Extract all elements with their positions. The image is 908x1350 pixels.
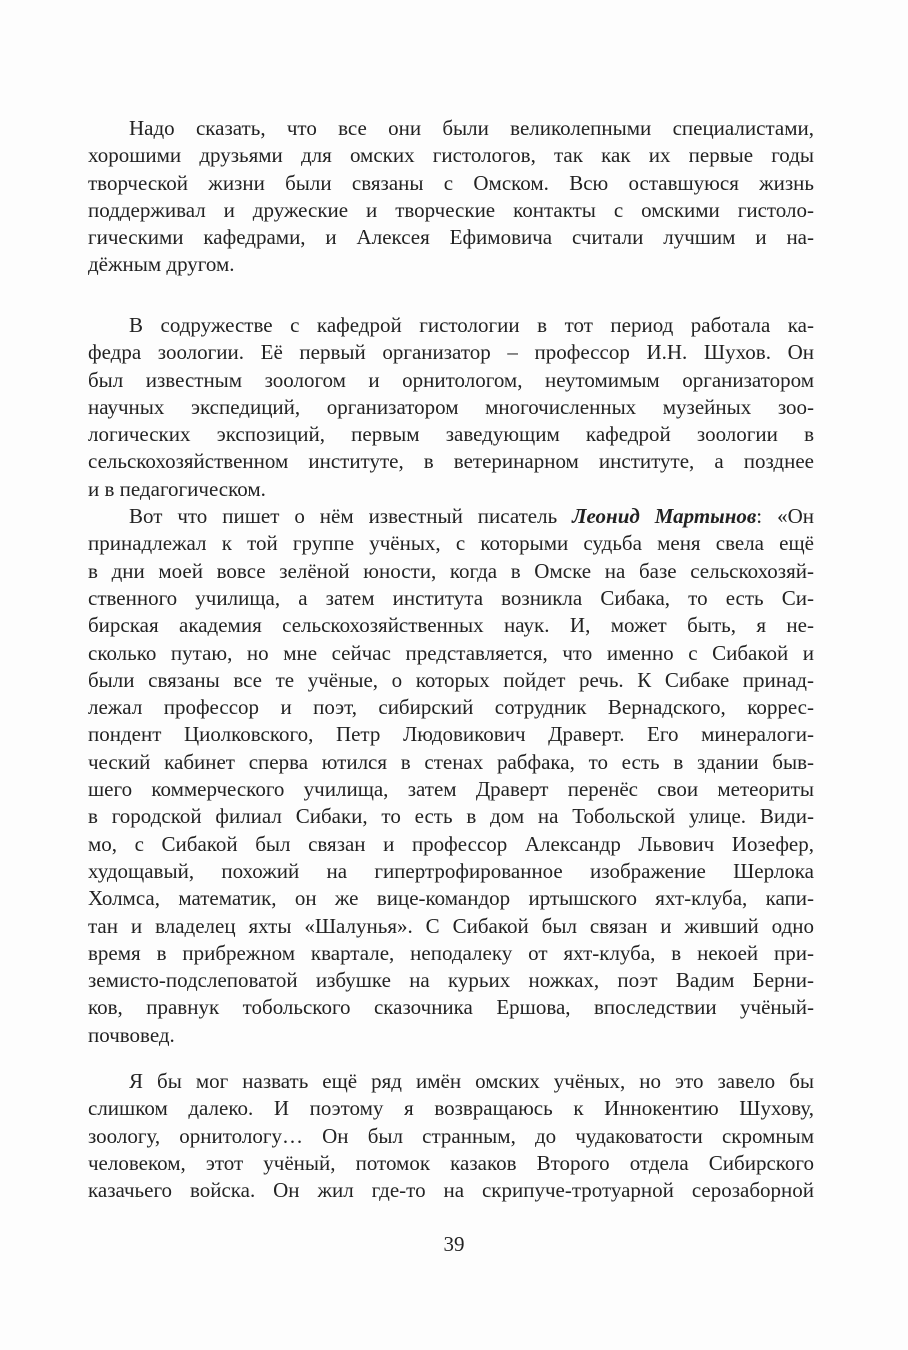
text-line: Холмса, математик, он же вице-командор иртышского яхт-клуба, капи- <box>88 886 814 911</box>
text-line: время в прибрежном квартале, неподалеку от яхт-клуба, в некоей при- <box>88 940 814 965</box>
text-line: земисто-подслеповатой избушке на курьих ножках, поэт Вадим Берни- <box>88 968 814 993</box>
page-number: 39 <box>443 1232 465 1256</box>
text-line: бирская академия сельскохозяйственных наук. И, может быть, я не- <box>88 613 814 638</box>
text-line: творческой жизни были связаны с Омском. Всю оставшуюся жизнь <box>88 170 814 195</box>
text-line: были связаны все те учёные, о которых пойдет речь. К Сибаке принад- <box>88 667 814 692</box>
quote-intro-line <box>88 503 814 530</box>
text-line: дёжным другом. <box>88 252 235 277</box>
text-line: Надо сказать, что все они были великолепными специалистами, <box>129 116 814 140</box>
text-line: мо, с Сибакой был связан и профессор Александр Львович Иозефер, <box>88 831 814 856</box>
text-line: человеком, этот учёный, потомок казаков Второго отдела Сибирского <box>88 1150 814 1175</box>
text-line: принадлежал к той группе учёных, с которыми судьба меня свела ещё <box>88 531 814 556</box>
text-line: гическими кафедрами, и Алексея Ефимовича считали лучшим и на- <box>88 225 814 250</box>
text-line: почвовед. <box>88 1022 175 1047</box>
text-line: поддерживал и дружеские и творческие контакты с омскими гистоло- <box>88 197 814 222</box>
text-line: ков, правнук тобольского сказочника Ершова, впоследствии учёный- <box>88 995 814 1020</box>
text-line: был известным зоологом и орнитологом, неутомимым организатором <box>88 367 814 392</box>
text-line: худощавый, похожий на гипертрофированное изображение Шерлока <box>88 858 814 883</box>
text-line: хорошими друзьями для омских гистологов, так как их первые годы <box>88 143 814 168</box>
text-line: зоологу, орнитологу… Он был странным, до чудаковатости скромным <box>88 1123 814 1148</box>
text-line: сколько путаю, но мне сейчас представляется, что именно с Сибакой и <box>88 640 814 665</box>
text-line: слишком далеко. И поэтому я возвращаюсь к Иннокентию Шухову, <box>88 1096 814 1121</box>
text-line: пондент Циолковского, Петр Людовикович Драверт. Его минералоги- <box>88 722 814 747</box>
text-line: тан и владелец яхты «Шалунья». С Сибакой был связан и живший одно <box>88 913 814 938</box>
text-line: сельскохозяйственном институте, в ветеринарном институте, а позднее <box>88 449 814 474</box>
quote-intro-text: Вот что пишет о нём известный писатель <box>129 504 573 529</box>
text-line: В содружестве с кафедрой гистологии в тот период работала ка- <box>129 313 814 337</box>
paragraph-histologists <box>88 115 814 279</box>
text-line: ческий кабинет сперва ютился в стенах рабфака, то есть в здании быв- <box>88 749 814 774</box>
text-line: казачьего войска. Он жил где-то на скрипуче-тротуарной серозаборной <box>88 1178 814 1203</box>
paragraph-zoology-department <box>88 312 814 1049</box>
paragraph-shukhov <box>88 1068 814 1204</box>
text-line: шего коммерческого училища, затем Драверт перенёс свои метеориты <box>88 777 814 802</box>
author-name: Леонид Мартынов <box>572 504 757 529</box>
text-line: в дни моей вовсе зелёной юности, когда в Омске на базе сельскохозяй- <box>88 558 814 583</box>
text-line: научных экспедиций, организатором многочисленных музейных зоо- <box>88 394 814 419</box>
quote-open: : «Он <box>756 504 814 529</box>
text-line: в городской филиал Сибаки, то есть в дом на Тобольской улице. Види- <box>88 804 814 829</box>
text-line: ственного училища, а затем института возникла Сибака, то есть Си- <box>88 585 814 610</box>
text-line: Я бы мог назвать ещё ряд имён омских учёных, но это завело бы <box>129 1069 814 1093</box>
text-line: логических экспозиций, первым заведующим кафедрой зоологии в <box>88 422 814 447</box>
text-line: и в педагогическом. <box>88 476 266 501</box>
text-line: лежал профессор и поэт, сибирский сотрудник Вернадского, коррес- <box>88 695 814 720</box>
text-line: федра зоологии. Её первый организатор – профессор И.Н. Шухов. Он <box>88 340 814 365</box>
